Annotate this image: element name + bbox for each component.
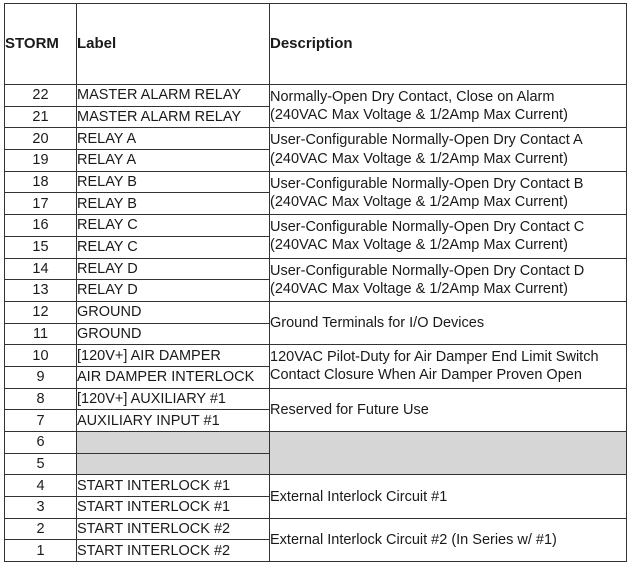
terminal-number: 22: [5, 85, 77, 107]
table-row: [5, 345, 627, 367]
terminal-number: 14: [5, 258, 77, 280]
terminal-table: [4, 3, 627, 562]
terminal-label: RELAY C: [77, 215, 270, 237]
description-line: (240VAC Max Voltage & 1/2Amp Max Current): [270, 193, 568, 210]
terminal-number: 9: [5, 366, 77, 388]
terminal-number: 12: [5, 301, 77, 323]
description-line: Reserved for Future Use: [270, 401, 429, 418]
terminal-label: AUXILIARY INPUT #1: [77, 410, 270, 432]
terminal-label: MASTER ALARM RELAY: [77, 85, 270, 107]
description-line: (240VAC Max Voltage & 1/2Amp Max Current): [270, 237, 568, 254]
description-line: User-Configurable Normally-Open Dry Contact C: [270, 219, 585, 236]
terminal-number: 3: [5, 497, 77, 519]
terminal-label: RELAY D: [77, 258, 270, 280]
terminal-label: RELAY A: [77, 150, 270, 172]
table-row: [5, 388, 627, 410]
terminal-label-empty: [77, 432, 270, 454]
terminal-description: [270, 128, 627, 171]
terminal-number: 10: [5, 345, 77, 367]
table-row: [5, 128, 627, 150]
description-line: External Interlock Circuit #2 (In Series w/ #1): [270, 531, 557, 548]
terminal-number: 4: [5, 475, 77, 497]
terminal-number: 19: [5, 150, 77, 172]
terminal-label: RELAY B: [77, 193, 270, 215]
terminal-description: [270, 388, 627, 431]
terminal-number: 15: [5, 236, 77, 258]
terminal-label: AIR DAMPER INTERLOCK: [77, 366, 270, 388]
description-line: (240VAC Max Voltage & 1/2Amp Max Current): [270, 107, 568, 124]
terminal-label: [120V+] AUXILIARY #1: [77, 388, 270, 410]
terminal-label: START INTERLOCK #2: [77, 518, 270, 540]
terminal-number: 11: [5, 323, 77, 345]
description-line: Ground Terminals for I/O Devices: [270, 315, 485, 331]
terminal-number: 2: [5, 518, 77, 540]
terminal-description: [270, 345, 627, 388]
terminal-label: [120V+] AIR DAMPER: [77, 345, 270, 367]
table-row: [5, 258, 627, 280]
terminal-number: 13: [5, 280, 77, 302]
terminal-label: START INTERLOCK #2: [77, 540, 270, 562]
description-line: Contact Closure When Air Damper Proven Open: [270, 367, 582, 384]
terminal-description: [270, 518, 627, 561]
terminal-number: 8: [5, 388, 77, 410]
table-row: [5, 301, 627, 323]
table-row: [5, 171, 627, 193]
terminal-description-empty: [270, 432, 627, 475]
terminal-number: 17: [5, 193, 77, 215]
terminal-label: RELAY C: [77, 236, 270, 258]
terminal-label: RELAY A: [77, 128, 270, 150]
table-row: [5, 85, 627, 107]
terminal-label: GROUND: [77, 323, 270, 345]
terminal-number: 16: [5, 215, 77, 237]
terminal-number: 5: [5, 453, 77, 475]
terminal-number: 7: [5, 410, 77, 432]
terminal-number: 6: [5, 432, 77, 454]
table-row: [5, 518, 627, 540]
terminal-label: START INTERLOCK #1: [77, 475, 270, 497]
description-line: (240VAC Max Voltage & 1/2Amp Max Current): [270, 150, 568, 167]
terminal-label: RELAY D: [77, 280, 270, 302]
header-description: Description: [270, 4, 627, 85]
description-line: Normally-Open Dry Contact, Close on Alarm: [270, 89, 555, 106]
terminal-description: [270, 258, 627, 301]
table-row: [5, 215, 627, 237]
terminal-label: START INTERLOCK #1: [77, 497, 270, 519]
terminal-description: [270, 475, 627, 518]
terminal-description: [270, 301, 627, 344]
terminal-label: MASTER ALARM RELAY: [77, 106, 270, 128]
header-storm: STORM: [5, 4, 77, 85]
terminal-description: [270, 171, 627, 214]
description-line: User-Configurable Normally-Open Dry Contact B: [270, 175, 584, 192]
description-line: 120VAC Pilot-Duty for Air Damper End Limit Switch: [270, 349, 599, 366]
header-label: Label: [77, 4, 270, 85]
terminal-label-empty: [77, 453, 270, 475]
terminal-number: 1: [5, 540, 77, 562]
terminal-description: [270, 215, 627, 258]
terminal-description: [270, 85, 627, 128]
header-row: [5, 4, 627, 85]
table-row: [5, 432, 627, 454]
description-line: User-Configurable Normally-Open Dry Contact A: [270, 132, 583, 149]
description-line: External Interlock Circuit #1: [270, 488, 448, 505]
description-line: (240VAC Max Voltage & 1/2Amp Max Current): [270, 280, 568, 297]
terminal-number: 20: [5, 128, 77, 150]
table-row: [5, 475, 627, 497]
terminal-number: 18: [5, 171, 77, 193]
terminal-label: GROUND: [77, 301, 270, 323]
description-line: User-Configurable Normally-Open Dry Contact D: [270, 262, 585, 279]
terminal-label: RELAY B: [77, 171, 270, 193]
terminal-number: 21: [5, 106, 77, 128]
